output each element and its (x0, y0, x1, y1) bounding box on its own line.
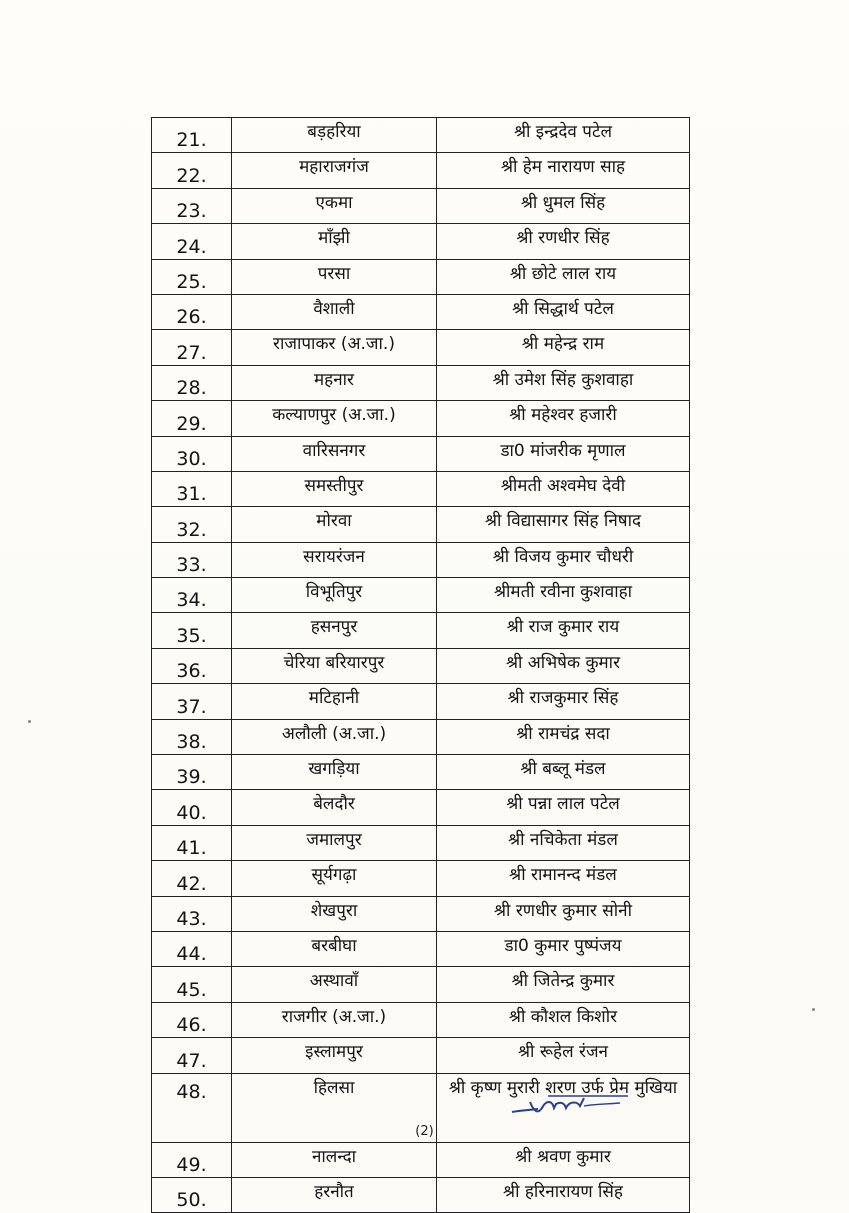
candidate-name-cell: श्री बब्लू मंडल (437, 755, 690, 790)
candidate-name-cell: श्री राज कुमार राय (437, 613, 690, 648)
table-row (152, 471, 690, 506)
table-row (152, 188, 690, 223)
row-number: 50. (152, 1177, 232, 1212)
table-row (152, 365, 690, 400)
constituency-cell: अस्थावाँ (232, 967, 437, 1002)
constituency-cell: हसनपुर (232, 613, 437, 648)
constituency-cell: राजगीर (अ.जा.) (232, 1002, 437, 1037)
row-number: 36. (152, 648, 232, 683)
constituency-cell: अलौली (अ.जा.) (232, 719, 437, 754)
table-row (152, 507, 690, 542)
constituency-cell: महाराजगंज (232, 153, 437, 188)
candidate-list-body (152, 118, 690, 1213)
constituency-cell: बरबीघा (232, 931, 437, 966)
row-number: 45. (152, 967, 232, 1002)
row-number: 46. (152, 1002, 232, 1037)
table-row (152, 578, 690, 613)
candidate-name-cell: श्री इन्द्रदेव पटेल (437, 118, 690, 153)
candidate-name-cell: श्री सिद्धार्थ पटेल (437, 294, 690, 329)
candidate-name-cell: श्री महेन्द्र राम (437, 330, 690, 365)
table-row (152, 967, 690, 1002)
table-row (152, 1142, 690, 1177)
row-number: 42. (152, 861, 232, 896)
constituency-cell: महनार (232, 365, 437, 400)
row-number: 43. (152, 896, 232, 931)
constituency-cell: बड़हरिया (232, 118, 437, 153)
table-row (152, 825, 690, 860)
row-number: 30. (152, 436, 232, 471)
row-number: 37. (152, 684, 232, 719)
table-row (152, 613, 690, 648)
row-number: 38. (152, 719, 232, 754)
handwritten-signature (508, 1090, 648, 1124)
candidate-name-cell: श्री पन्ना लाल पटेल (437, 790, 690, 825)
candidate-name-cell: श्री हरिनारायण सिंह (437, 1177, 690, 1212)
constituency-cell: माँझी (232, 224, 437, 259)
candidate-name-cell: श्री जितेन्द्र कुमार (437, 967, 690, 1002)
table-row (152, 259, 690, 294)
table-row (152, 719, 690, 754)
table-row (152, 755, 690, 790)
table-row (152, 861, 690, 896)
candidate-name-cell: डा0 मांजरीक मृणाल (437, 436, 690, 471)
constituency-cell: सरायरंजन (232, 542, 437, 577)
candidate-name-cell: श्री रूहेल रंजन (437, 1038, 690, 1073)
candidate-name-cell: श्री राजकुमार सिंह (437, 684, 690, 719)
constituency-cell: जमालपुर (232, 825, 437, 860)
table-row (152, 224, 690, 259)
candidate-list-table (151, 117, 690, 1213)
table-row (152, 401, 690, 436)
row-number: 21. (152, 118, 232, 153)
row-number: 47. (152, 1038, 232, 1073)
row-number: 39. (152, 755, 232, 790)
table-row (152, 542, 690, 577)
candidate-name-cell: श्री कौशल किशोर (437, 1002, 690, 1037)
candidate-name-cell: श्री उमेश सिंह कुशवाहा (437, 365, 690, 400)
candidate-name-cell: श्री कृष्ण मुरारी शरण उर्फ प्रेम मुखिया (437, 1073, 690, 1142)
constituency-cell: सूर्यगढ़ा (232, 861, 437, 896)
row-number: 44. (152, 931, 232, 966)
row-number: 25. (152, 259, 232, 294)
constituency-cell: खगड़िया (232, 755, 437, 790)
constituency-cell: राजापाकर (अ.जा.) (232, 330, 437, 365)
row-number: 41. (152, 825, 232, 860)
constituency-cell: एकमा (232, 188, 437, 223)
candidate-name-cell: श्री रामानन्द मंडल (437, 861, 690, 896)
table-row (152, 684, 690, 719)
constituency-cell: हिलसा (232, 1073, 437, 1142)
row-number: 28. (152, 365, 232, 400)
table-row (152, 1002, 690, 1037)
row-number: 27. (152, 330, 232, 365)
candidate-name-cell: श्री विजय कुमार चौधरी (437, 542, 690, 577)
candidate-name-cell: श्रीमती अश्वमेघ देवी (437, 471, 690, 506)
candidate-name-cell: श्री धुमल सिंह (437, 188, 690, 223)
candidate-name-cell: श्री रामचंद्र सदा (437, 719, 690, 754)
constituency-cell: समस्तीपुर (232, 471, 437, 506)
constituency-cell: नालन्दा (232, 1142, 437, 1177)
table-row (152, 330, 690, 365)
constituency-cell: मटिहानी (232, 684, 437, 719)
constituency-cell: परसा (232, 259, 437, 294)
table-row (152, 1038, 690, 1073)
constituency-cell: हरनौत (232, 1177, 437, 1212)
row-number: 32. (152, 507, 232, 542)
row-number: 26. (152, 294, 232, 329)
table-row (152, 436, 690, 471)
row-number: 35. (152, 613, 232, 648)
constituency-cell: वैशाली (232, 294, 437, 329)
table-row (152, 118, 690, 153)
row-number: 23. (152, 188, 232, 223)
speck (812, 1008, 815, 1011)
row-number: 48. (152, 1073, 232, 1142)
candidate-name-cell: श्री श्रवण कुमार (437, 1142, 690, 1177)
constituency-cell: कल्याणपुर (अ.जा.) (232, 401, 437, 436)
row-number: 24. (152, 224, 232, 259)
candidate-name-cell: श्री छोटे लाल राय (437, 259, 690, 294)
table-row (152, 931, 690, 966)
constituency-cell: शेखपुरा (232, 896, 437, 931)
table-row (152, 790, 690, 825)
table-row (152, 294, 690, 329)
candidate-name-cell: डा0 कुमार पुष्पंजय (437, 931, 690, 966)
candidate-name-cell: श्री हेम नारायण साह (437, 153, 690, 188)
candidate-name-cell: श्री महेश्वर हजारी (437, 401, 690, 436)
candidate-name-cell: श्री अभिषेक कुमार (437, 648, 690, 683)
table-row (152, 1177, 690, 1212)
row-number: 29. (152, 401, 232, 436)
constituency-cell: मोरवा (232, 507, 437, 542)
row-number: 40. (152, 790, 232, 825)
constituency-cell: चेरिया बरियारपुर (232, 648, 437, 683)
constituency-cell: वारिसनगर (232, 436, 437, 471)
table-row (152, 153, 690, 188)
row-number: 31. (152, 471, 232, 506)
candidate-name-cell: श्री रणधीर कुमार सोनी (437, 896, 690, 931)
table-row (152, 896, 690, 931)
constituency-cell: विभूतिपुर (232, 578, 437, 613)
page-number: (2) (415, 1124, 434, 1139)
row-number: 49. (152, 1142, 232, 1177)
row-number: 34. (152, 578, 232, 613)
row-number: 33. (152, 542, 232, 577)
constituency-cell: इस्लामपुर (232, 1038, 437, 1073)
candidate-name-cell: श्री रणधीर सिंह (437, 224, 690, 259)
constituency-cell: बेलदौर (232, 790, 437, 825)
speck (28, 720, 31, 723)
candidate-name-cell: श्री विद्यासागर सिंह निषाद (437, 507, 690, 542)
table-row (152, 648, 690, 683)
row-number: 22. (152, 153, 232, 188)
candidate-name-cell: श्रीमती रवीना कुशवाहा (437, 578, 690, 613)
candidate-name-cell: श्री नचिकेता मंडल (437, 825, 690, 860)
